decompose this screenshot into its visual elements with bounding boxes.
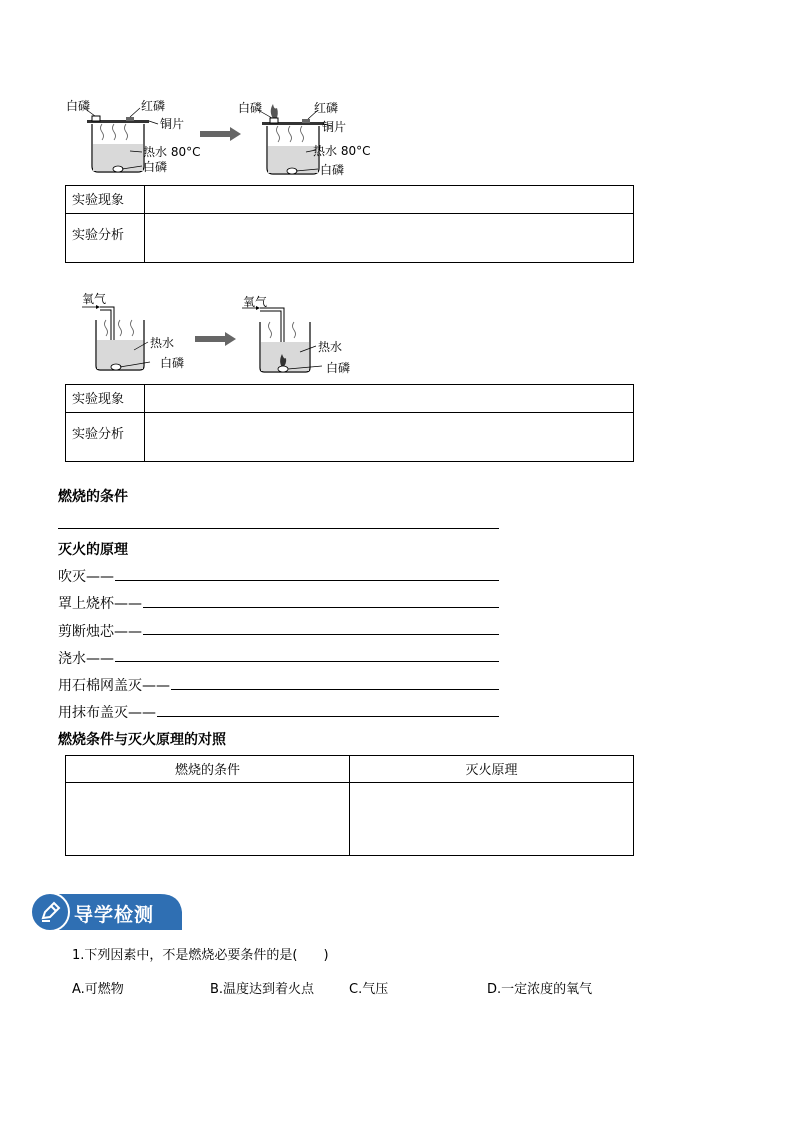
extinguish-item-cut-wick: 剪断烛芯—— bbox=[58, 624, 142, 640]
observation-label: 实验现象 bbox=[66, 186, 145, 214]
extinguish-blank-water[interactable] bbox=[115, 661, 499, 662]
combustion-conditions-blank[interactable] bbox=[58, 528, 499, 529]
extinguish-blank-cut-wick[interactable] bbox=[143, 634, 499, 635]
experiment1-table bbox=[65, 185, 634, 263]
section-banner-title: 导学检测 bbox=[74, 904, 155, 926]
extinguish-item-rag: 用抹布盖灭—— bbox=[58, 705, 156, 721]
analysis-label: 实验分析 bbox=[66, 214, 145, 263]
experiment2-table bbox=[65, 384, 634, 462]
label-hot-water: 热水 80°C bbox=[313, 144, 371, 158]
analysis-label: 实验分析 bbox=[66, 413, 145, 462]
analysis-answer-cell[interactable] bbox=[145, 413, 634, 462]
analysis-answer-cell[interactable] bbox=[145, 214, 634, 263]
label-white-phosphorus-bottom: 白磷 bbox=[320, 163, 345, 177]
label-white-phosphorus: 白磷 bbox=[160, 356, 185, 370]
observation-answer-cell[interactable] bbox=[145, 186, 634, 214]
extinguish-blank-asbestos-net[interactable] bbox=[171, 689, 499, 690]
comparison-header-principle: 灭火原理 bbox=[350, 756, 634, 783]
question-1-option-c[interactable]: C.气压 bbox=[349, 982, 389, 997]
extinguish-blank-cover-beaker[interactable] bbox=[143, 607, 499, 608]
extinguish-item-water: 浇水—— bbox=[58, 651, 114, 667]
pencil-icon bbox=[38, 900, 62, 924]
label-hot-water: 热水 bbox=[150, 336, 175, 350]
question-1-option-d[interactable]: D.一定浓度的氧气 bbox=[487, 982, 593, 997]
question-1-option-b[interactable]: B.温度达到着火点 bbox=[210, 982, 315, 997]
extinguishing-heading: 灭火的原理 bbox=[58, 542, 128, 558]
label-oxygen: 氧气 bbox=[243, 295, 268, 309]
question-1-option-a[interactable]: A.可燃物 bbox=[72, 982, 124, 997]
observation-answer-cell[interactable] bbox=[145, 385, 634, 413]
comparison-cell-conditions[interactable] bbox=[66, 783, 350, 856]
extinguish-blank-rag[interactable] bbox=[157, 716, 499, 717]
arrow-icon bbox=[195, 331, 237, 350]
extinguish-item-blow: 吹灭—— bbox=[58, 569, 114, 585]
comparison-cell-principle[interactable] bbox=[350, 783, 634, 856]
comparison-table bbox=[65, 755, 634, 856]
label-hot-water: 热水 80°C bbox=[143, 145, 201, 159]
label-hot-water: 热水 bbox=[318, 340, 343, 354]
section-banner bbox=[30, 892, 184, 932]
comparison-header-conditions: 燃烧的条件 bbox=[66, 756, 350, 783]
label-white-phosphorus: 白磷 bbox=[326, 361, 351, 375]
label-red-phosphorus: 红磷 bbox=[141, 99, 166, 113]
label-white-phosphorus: 白磷 bbox=[66, 99, 91, 113]
label-white-phosphorus-bottom: 白磷 bbox=[143, 160, 168, 174]
observation-label: 实验现象 bbox=[66, 385, 145, 413]
extinguish-item-cover-beaker: 罩上烧杯—— bbox=[58, 596, 142, 612]
comparison-heading: 燃烧条件与灭火原理的对照 bbox=[58, 732, 226, 748]
label-copper-plate: 铜片 bbox=[322, 120, 347, 134]
label-red-phosphorus: 红磷 bbox=[314, 101, 339, 115]
label-copper-plate: 铜片 bbox=[160, 117, 185, 131]
extinguish-item-asbestos-net: 用石棉网盖灭—— bbox=[58, 678, 170, 694]
combustion-conditions-heading: 燃烧的条件 bbox=[58, 489, 128, 505]
extinguish-blank-blow[interactable] bbox=[115, 580, 499, 581]
label-oxygen: 氧气 bbox=[82, 292, 107, 306]
label-white-phosphorus: 白磷 bbox=[238, 101, 263, 115]
question-1-stem: 1.下列因素中，不是燃烧必要条件的是( ) bbox=[72, 948, 329, 963]
